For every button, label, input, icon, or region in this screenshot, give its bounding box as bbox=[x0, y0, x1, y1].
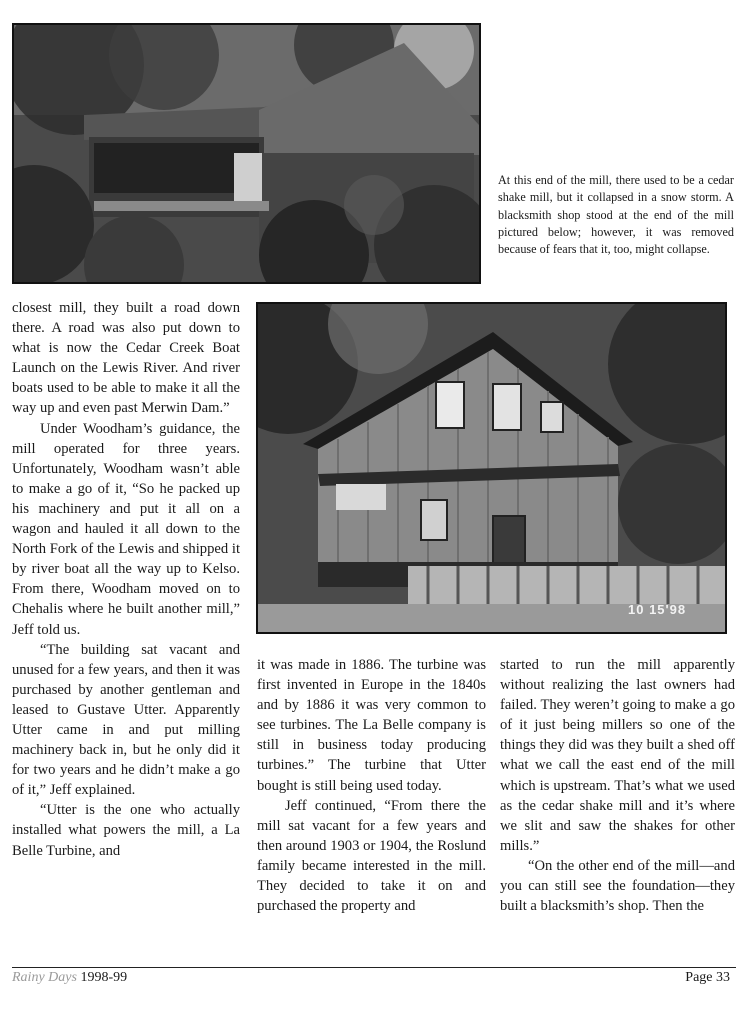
paragraph: it was made in 1886. The turbine was first invented in Europe in the 1840s and by 1886 it was very common to see turbines. The La Belle company is still in business today producing turbines.” The turbine that Utter bought is still being used today. bbox=[257, 657, 486, 794]
paragraph: “The building sat vacant and unused for a few years, and then it was purchased by another gentleman and leased to Gustave Utter. Apparently Utter came in and put milling machinery back in, but he only did it for two years and he didn’t make a go of it,” Jeff explained. bbox=[12, 641, 240, 799]
footer-publication bbox=[12, 970, 127, 986]
paragraph: closest mill, they built a road down there. A road was also put down to what is now the Cedar Creek Boat Launch on the Lewis River. And river boats used to be able to make it all the way up and even past Merwin Dam.” bbox=[12, 300, 240, 417]
paragraph: “On the other end of the mill—and you can still see the foundation—they built a blacksmith’s shop. Then the bbox=[500, 857, 735, 915]
paragraph: started to run the mill apparently without realizing the last owners had failed. They weren’t going to make a go of it just being millers so one of the things they did was they built a shed off what we call the east end of the mill which is upstream. That’s what we used as the cedar shake mill and it’s where we slit and saw the shakes for other mills.” bbox=[500, 657, 735, 854]
publication-year: 1998-99 bbox=[80, 970, 128, 985]
article-column-middle bbox=[257, 655, 486, 916]
paragraph: Jeff continued, “From there the mill sat vacant for a few years and then around 1903 or 1904, the Roslund family became interested in the mill. They decided to take it on and purchased the property and bbox=[257, 797, 486, 915]
mill-photo-icon bbox=[14, 25, 479, 282]
paragraph: “Utter is the one who actually installed what powers the mill, a La Belle Turbine, and bbox=[12, 802, 240, 859]
date-stamp: 10 15'98 bbox=[628, 602, 687, 617]
photo-caption: At this end of the mill, there used to be a cedar shake mill, but it collapsed in a snow storm. A blacksmith shop stood at the end of the mill pictured below; however, it was removed because of fears that it, too, might collapse. bbox=[498, 173, 734, 257]
mill-photo-top bbox=[12, 23, 481, 284]
mill-building-icon bbox=[258, 304, 725, 632]
article-column-right bbox=[500, 655, 735, 916]
paragraph: Under Woodham’s guidance, the mill operated for three years. Unfortunately, Woodham wasn’t able to make a go of it, “So he packed up his machinery and put it all on a wagon and hauled it all down to the North Fork of the Lewis and shipped it by river boat all the way up to Kelso. From there, Woodham moved on to Chehalis where he built another mill,” Jeff told us. bbox=[12, 420, 240, 638]
page-number: Page 33 bbox=[685, 970, 730, 985]
article-column-left bbox=[12, 298, 240, 861]
mill-photo-main bbox=[256, 302, 727, 634]
publication-name: Rainy Days bbox=[12, 970, 77, 985]
footer-divider bbox=[12, 967, 736, 968]
